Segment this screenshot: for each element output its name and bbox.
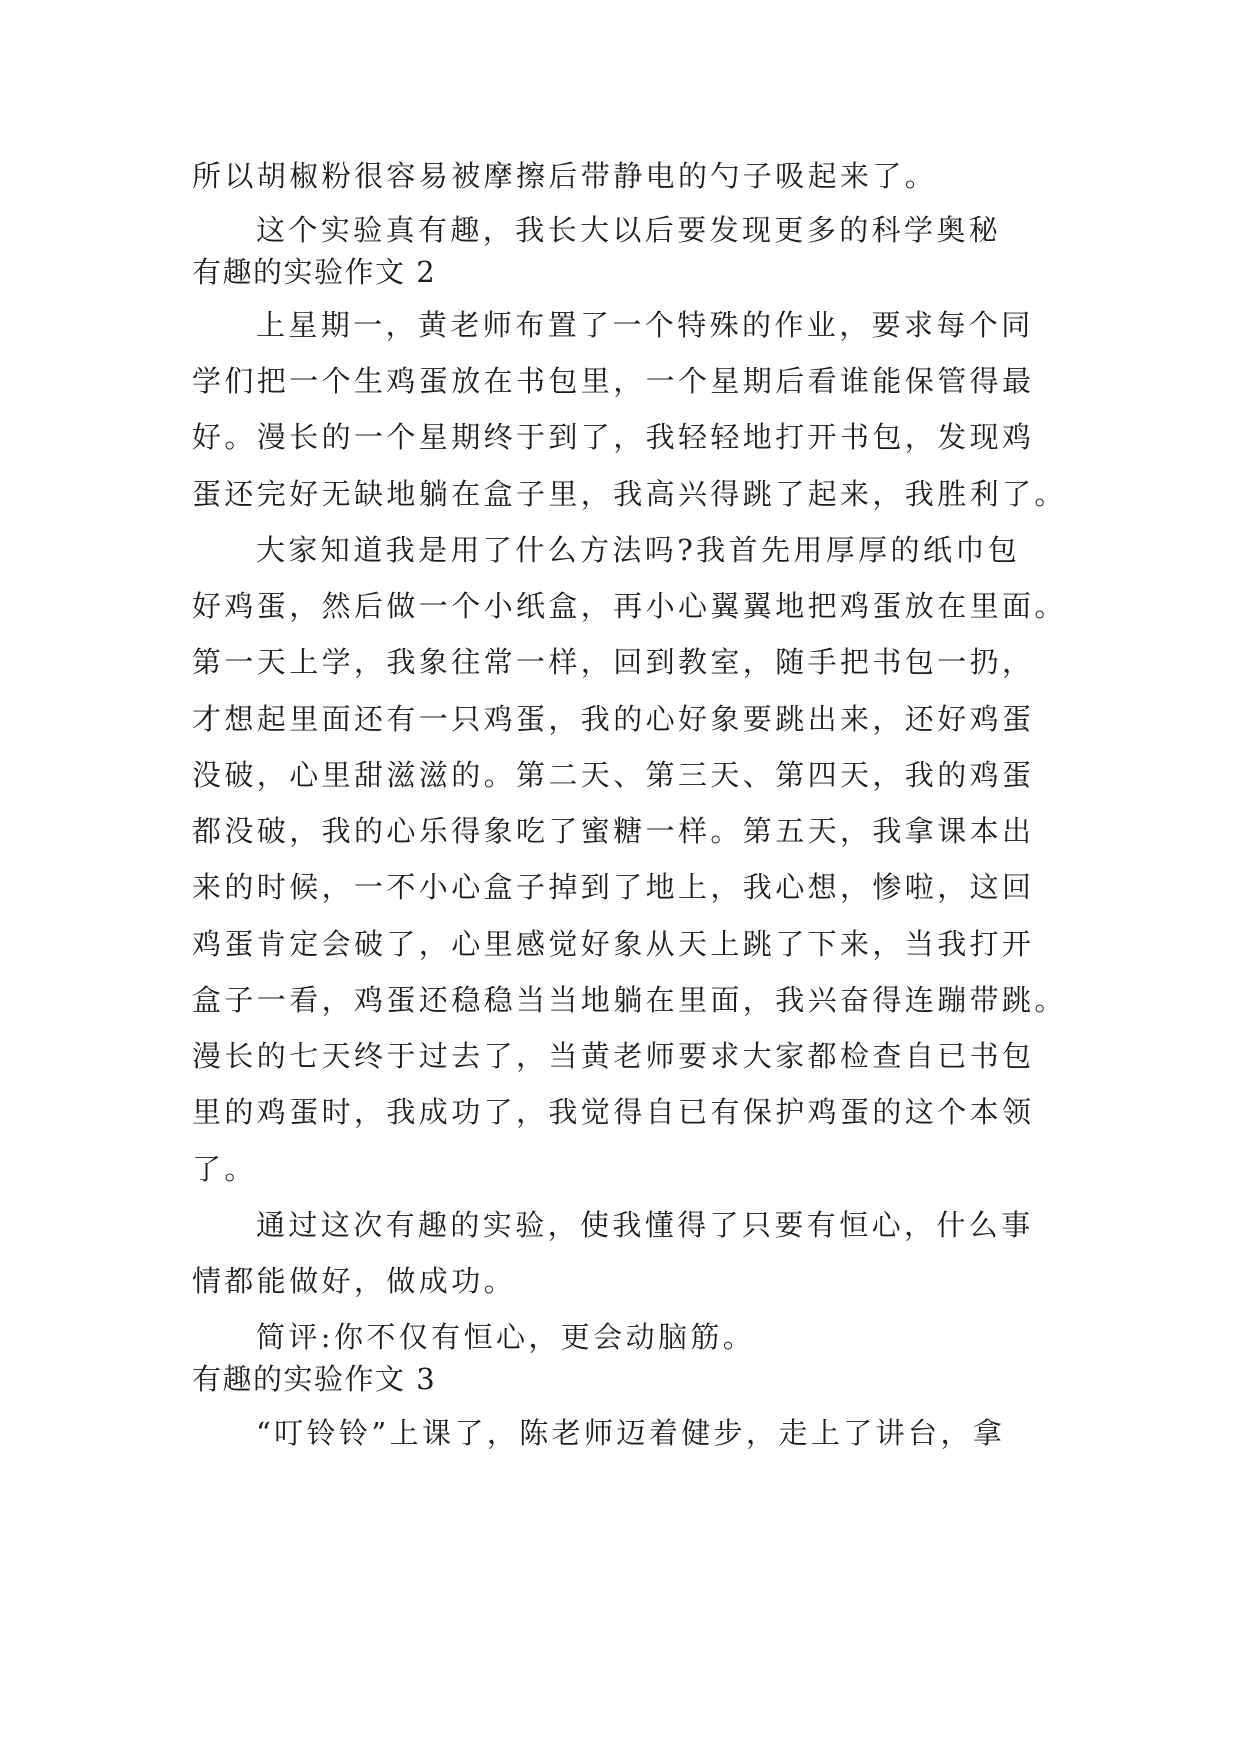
text-line: 漫长的七天终于过去了，当黄老师要求大家都检查自已书包 [192,1039,1035,1073]
text-line: 通过这次有趣的实验，使我懂得了只要有恒心，什么事 [256,1208,1034,1242]
text-line: 所以胡椒粉很容易被摩擦后带静电的勺子吸起来了。 [192,159,938,193]
text-line: 好鸡蛋，然后做一个小纸盒，再小心翼翼地把鸡蛋放在里面。 [192,589,1067,623]
text-line: 情都能做好，做成功。 [192,1264,517,1298]
text-line: 上星期一，黄老师布置了一个特殊的作业，要求每个同 [256,308,1034,342]
text-line: 里的鸡蛋时，我成功了，我觉得自已有保护鸡蛋的这个本领 [192,1095,1035,1129]
text-line: 第一天上学，我象往常一样，回到教室，随手把书包一扔， [192,645,1035,679]
review-line: 简评:你不仅有恒心，更会动脑筋。 [256,1320,756,1354]
text-line: 才想起里面还有一只鸡蛋，我的心好象要跳出来，还好鸡蛋 [192,702,1035,736]
text-line: 蛋还完好无缺地躺在盒子里，我高兴得跳了起来，我胜利了。 [192,477,1067,511]
text-line: 大家知道我是用了什么方法吗?我首先用厚厚的纸巾包 [256,533,1021,567]
text-line: 没破，心里甜滋滋的。第二天、第三天、第四天，我的鸡蛋 [192,758,1035,792]
text-line: 这个实验真有趣，我长大以后要发现更多的科学奥秘 [256,213,1002,247]
text-line: 盒子一看，鸡蛋还稳稳当当地躺在里面，我兴奋得连蹦带跳。 [192,983,1067,1017]
section-heading: 有趣的实验作文 3 [192,1362,437,1396]
text-line: 了。 [192,1152,257,1186]
text-line: 学们把一个生鸡蛋放在书包里，一个星期后看谁能保管得最 [192,364,1035,398]
text-line: 好。漫长的一个星期终于到了，我轻轻地打开书包，发现鸡 [192,420,1035,454]
text-line: 都没破，我的心乐得象吃了蜜糖一样。第五天，我拿课本出 [192,814,1035,848]
text-line: 来的时候，一不小心盒子掉到了地上，我心想，惨啦，这回 [192,870,1035,904]
section-heading: 有趣的实验作文 2 [192,255,437,289]
text-line: “叮铃铃”上课了，陈老师迈着健步，走上了讲台，拿 [256,1416,1006,1450]
text-line: 鸡蛋肯定会破了，心里感觉好象从天上跳了下来，当我打开 [192,927,1035,961]
